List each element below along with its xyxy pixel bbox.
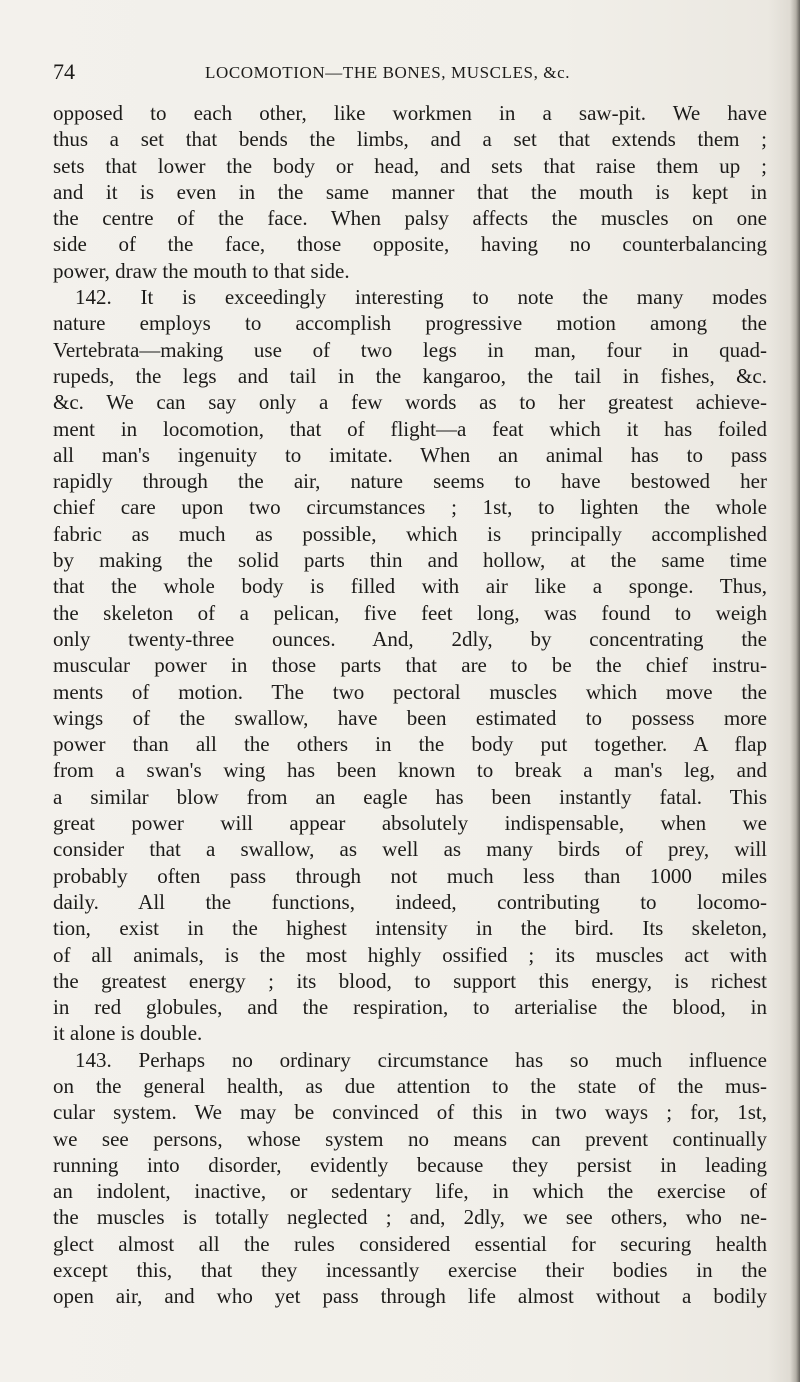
text-line: glect almost all the rules considered essential for securing health bbox=[53, 1231, 767, 1256]
text-line: and it is even in the same manner that the mouth is kept in bbox=[53, 179, 767, 204]
text-line: chief care upon two circumstances ; 1st, to lighten the whole bbox=[53, 495, 767, 520]
running-title: LOCOMOTION—THE BONES, MUSCLES, &c. bbox=[205, 63, 571, 82]
text-line: 142. It is exceedingly interesting to note the many modes bbox=[75, 285, 767, 310]
text-line: tion, exist in the highest intensity in the bird. Its skeleton, bbox=[53, 916, 767, 941]
text-line: &c. We can say only a few words as to her greatest achieve- bbox=[53, 390, 767, 415]
text-line: fabric as much as possible, which is principally accomplished bbox=[53, 521, 767, 546]
text-line: power, draw the mouth to that side. bbox=[53, 258, 350, 283]
text-line: nature employs to accomplish progressive motion among the bbox=[53, 311, 767, 336]
text-line: except this, that they incessantly exercise their bodies in the bbox=[53, 1258, 767, 1283]
text-line: great power will appear absolutely indispensable, when we bbox=[53, 811, 767, 836]
text-line: consider that a swallow, as well as many birds of prey, will bbox=[53, 837, 767, 862]
text-line: running into disorder, evidently because they persist in leading bbox=[53, 1152, 767, 1177]
text-line: of all animals, is the most highly ossified ; its muscles act with bbox=[53, 942, 767, 967]
text-line: the centre of the face. When palsy affects the muscles on one bbox=[53, 206, 767, 231]
text-line: that the whole body is filled with air like a sponge. Thus, bbox=[53, 574, 767, 599]
text-line: side of the face, those opposite, having no counterbalancing bbox=[53, 232, 767, 257]
text-line: in red globules, and the respiration, to arterialise the blood, in bbox=[53, 995, 767, 1020]
text-line: probably often pass through not much less than 1000 miles bbox=[53, 863, 767, 888]
text-line: Vertebrata—making use of two legs in man, four in quad- bbox=[53, 337, 767, 362]
text-line: an indolent, inactive, or sedentary life, in which the exercise of bbox=[53, 1179, 767, 1204]
text-line: a similar blow from an eagle has been instantly fatal. This bbox=[53, 784, 767, 809]
text-line: power than all the others in the body put together. A flap bbox=[53, 732, 767, 757]
text-line: the muscles is totally neglected ; and, 2dly, we see others, who ne- bbox=[53, 1205, 767, 1230]
text-line: wings of the swallow, have been estimated to possess more bbox=[53, 705, 767, 730]
text-line: from a swan's wing has been known to break a man's leg, and bbox=[53, 758, 767, 783]
text-line: it alone is double. bbox=[53, 1021, 203, 1046]
text-line: open air, and who yet pass through life almost without a bodily bbox=[53, 1284, 767, 1309]
text-line: cular system. We may be convinced of this in two ways ; for, 1st, bbox=[53, 1100, 767, 1125]
text-line: the skeleton of a pelican, five feet long, was found to weigh bbox=[53, 600, 767, 625]
text-line: on the general health, as due attention to the state of the mus- bbox=[53, 1073, 767, 1098]
text-line: only twenty-three ounces. And, 2dly, by concentrating the bbox=[53, 626, 767, 651]
body-text bbox=[53, 100, 767, 1310]
text-line: by making the solid parts thin and hollow, at the same time bbox=[53, 548, 767, 573]
page-header bbox=[53, 58, 767, 88]
text-line: ment in locomotion, that of flight—a feat which it has foiled bbox=[53, 416, 767, 441]
text-line: muscular power in those parts that are to be the chief instru- bbox=[53, 653, 767, 678]
text-line: we see persons, whose system no means can prevent continually bbox=[53, 1126, 767, 1151]
text-line: rapidly through the air, nature seems to have bestowed her bbox=[53, 469, 767, 494]
text-line: daily. All the functions, indeed, contributing to locomo- bbox=[53, 889, 767, 914]
page-number: 74 bbox=[53, 59, 75, 84]
text-line: the greatest energy ; its blood, to support this energy, is richest bbox=[53, 968, 767, 993]
text-line: all man's ingenuity to imitate. When an animal has to pass bbox=[53, 442, 767, 467]
page-edge-shadow bbox=[790, 0, 800, 1382]
text-line: 143. Perhaps no ordinary circumstance has so much influence bbox=[75, 1047, 767, 1072]
text-line: rupeds, the legs and tail in the kangaroo, the tail in fishes, &c. bbox=[53, 363, 767, 388]
text-line: thus a set that bends the limbs, and a set that extends them ; bbox=[53, 127, 767, 152]
text-line: opposed to each other, like workmen in a saw-pit. We have bbox=[53, 101, 767, 125]
text-line: sets that lower the body or head, and sets that raise them up ; bbox=[53, 153, 767, 178]
text-line: ments of motion. The two pectoral muscles which move the bbox=[53, 679, 767, 704]
